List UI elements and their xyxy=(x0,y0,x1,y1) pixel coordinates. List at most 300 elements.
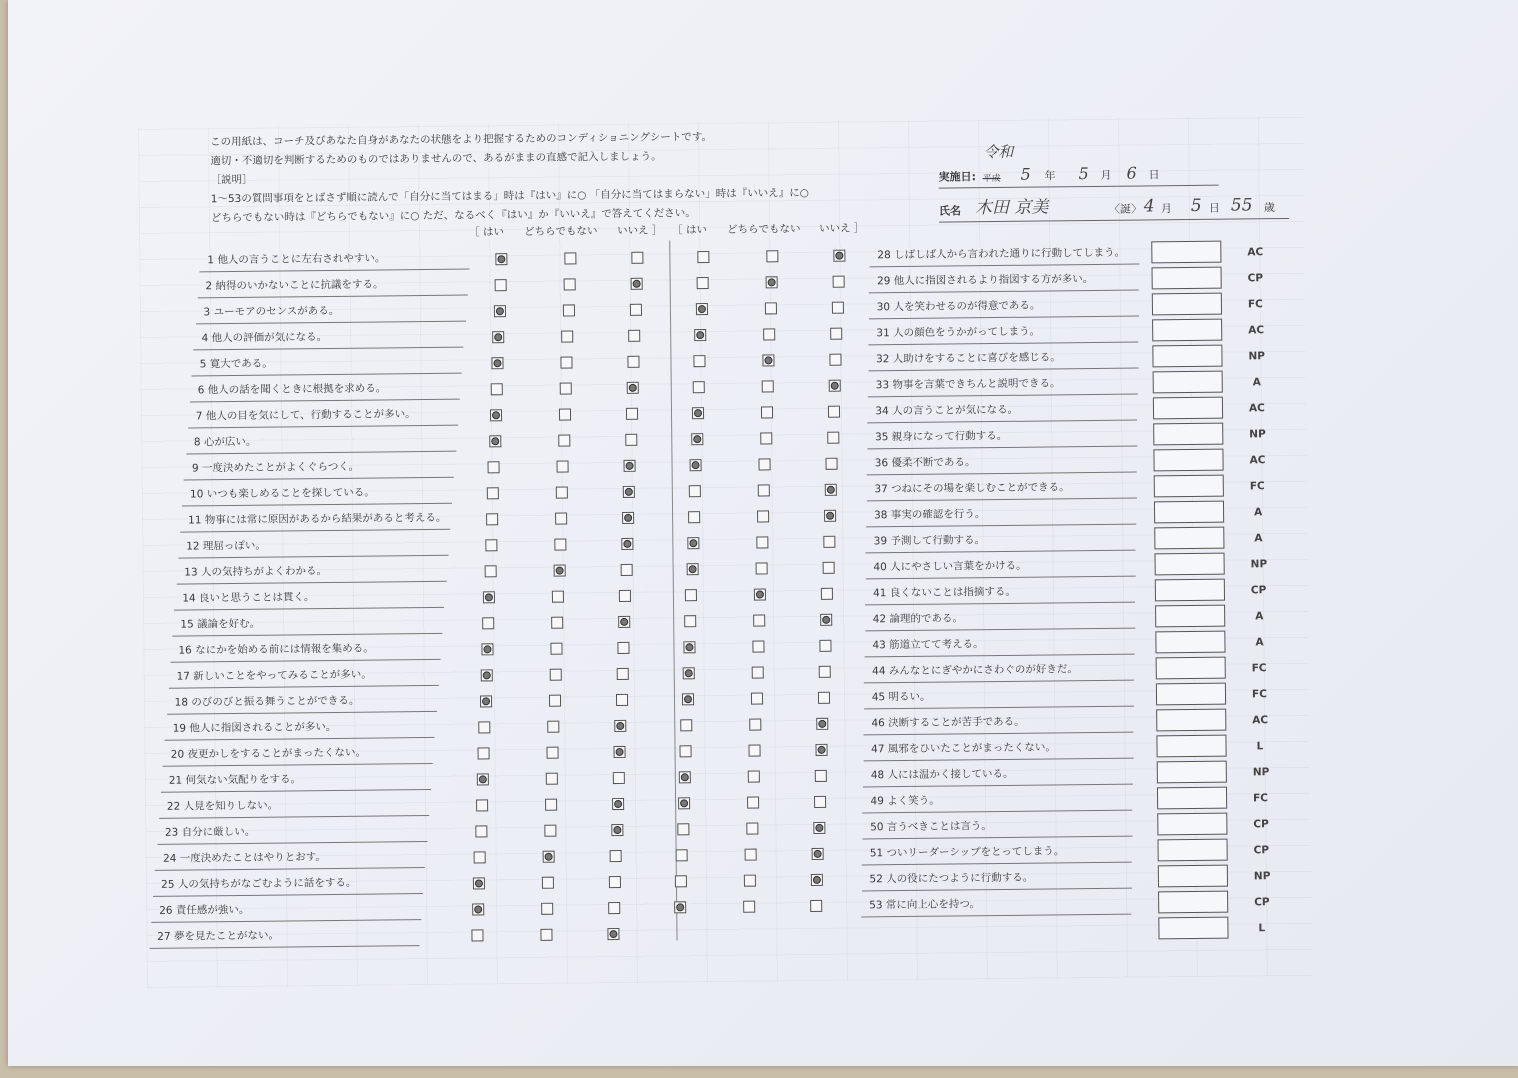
answer-checkbox[interactable] xyxy=(614,746,626,758)
instruction-heading: ［説明］ xyxy=(210,173,253,187)
question-row xyxy=(186,427,456,455)
answer-checkbox[interactable] xyxy=(551,617,563,629)
instruction-line-3: 1～53の質問事項をとばさず順に読んで「自分に当てはまる」時は『はい』に○ 「自分に当てはまらない」時は『いいえ』に○ xyxy=(210,186,809,206)
answer-checkbox[interactable] xyxy=(760,432,772,444)
answer-checkbox[interactable] xyxy=(609,876,621,888)
answer-checkbox[interactable] xyxy=(545,799,557,811)
answer-checkbox[interactable] xyxy=(693,381,705,393)
answer-checkbox[interactable] xyxy=(547,747,559,759)
score-box[interactable] xyxy=(1153,371,1223,394)
answer-checkbox[interactable] xyxy=(487,487,499,499)
answer-checkbox[interactable] xyxy=(824,510,836,522)
question-row xyxy=(174,583,444,611)
score-box[interactable] xyxy=(1157,813,1227,836)
answer-checkbox[interactable] xyxy=(560,382,572,394)
answer-checkbox[interactable] xyxy=(471,929,483,941)
answer-checkbox[interactable] xyxy=(616,694,628,706)
answer-checkbox[interactable] xyxy=(546,773,558,785)
answer-checkbox[interactable] xyxy=(750,719,762,731)
answer-checkbox[interactable] xyxy=(631,252,643,264)
score-box[interactable] xyxy=(1155,553,1225,576)
answer-checkbox[interactable] xyxy=(761,406,773,418)
header-no-1: いいえ ］ xyxy=(617,224,663,237)
answer-checkbox[interactable] xyxy=(820,614,832,626)
answer-checkbox[interactable] xyxy=(485,539,497,551)
date-line xyxy=(938,163,1218,189)
answer-checkbox[interactable] xyxy=(753,614,765,626)
answer-checkbox[interactable] xyxy=(680,745,692,757)
answer-checkbox[interactable] xyxy=(562,304,574,316)
answer-checkbox[interactable] xyxy=(815,770,827,782)
answer-checkbox[interactable] xyxy=(746,823,758,835)
answer-checkbox[interactable] xyxy=(762,380,774,392)
instructions xyxy=(210,127,809,228)
answer-checkbox[interactable] xyxy=(626,408,638,420)
answer-checkbox[interactable] xyxy=(541,903,553,915)
answer-checkbox[interactable] xyxy=(616,668,628,680)
score-box[interactable] xyxy=(1154,475,1224,498)
answer-checkbox[interactable] xyxy=(493,331,505,343)
score-box[interactable] xyxy=(1157,787,1227,810)
score-box[interactable] xyxy=(1155,605,1225,628)
answer-checkbox[interactable] xyxy=(486,513,498,525)
question-row xyxy=(153,869,423,897)
answer-checkbox[interactable] xyxy=(615,720,627,732)
answer-checkbox[interactable] xyxy=(765,276,777,288)
header-yes-2: ［ はい xyxy=(672,224,708,237)
question-row xyxy=(195,297,465,325)
answer-checkbox[interactable] xyxy=(818,666,830,678)
answer-checkbox[interactable] xyxy=(472,903,484,915)
answer-checkbox[interactable] xyxy=(819,640,831,652)
question-text: 8 心が広い。 xyxy=(193,435,257,449)
category-label: AC xyxy=(1249,454,1266,467)
answer-checkbox[interactable] xyxy=(488,461,500,473)
question-row xyxy=(197,271,467,299)
question-row xyxy=(182,479,452,507)
question-text: 41 良くないことは指摘する。 xyxy=(873,585,1016,600)
category-label: FC xyxy=(1253,792,1269,805)
category-label: A xyxy=(1255,610,1264,623)
category-label: CP xyxy=(1253,844,1270,857)
question-text: 16 なにかを始める前には情報を集める。 xyxy=(178,642,374,657)
answer-checkbox[interactable] xyxy=(814,796,826,808)
category-label: NP xyxy=(1248,350,1265,363)
category-label: FC xyxy=(1247,298,1263,311)
answer-checkbox[interactable] xyxy=(827,432,839,444)
answer-checkbox[interactable] xyxy=(544,825,556,837)
answer-checkbox[interactable] xyxy=(756,536,768,548)
answer-checkbox[interactable] xyxy=(831,302,843,314)
answer-checkbox[interactable] xyxy=(553,565,565,577)
question-row xyxy=(865,604,1135,632)
question-row xyxy=(193,323,463,351)
question-text: 33 物事を言葉できちんと説明できる。 xyxy=(875,377,1061,392)
category-label: NP xyxy=(1252,766,1270,779)
score-box[interactable] xyxy=(1156,683,1226,706)
question-text: 44 みんなとにぎやかにさわぐのが好きだ。 xyxy=(872,663,1078,678)
answer-checkbox[interactable] xyxy=(751,692,763,704)
answer-checkbox[interactable] xyxy=(828,406,840,418)
answer-checkbox[interactable] xyxy=(830,354,842,366)
question-text: 15 議論を好む。 xyxy=(180,617,261,631)
answer-checkbox[interactable] xyxy=(751,666,763,678)
answer-checkbox[interactable] xyxy=(630,278,642,290)
question-text: 50 言うべきことは言う。 xyxy=(870,820,992,834)
answer-checkbox[interactable] xyxy=(562,330,574,342)
question-row xyxy=(155,843,425,871)
month-label: 月 xyxy=(1100,168,1112,182)
question-text: 27 夢を見たことがない。 xyxy=(157,929,280,943)
question-row xyxy=(863,734,1133,762)
category-label: L xyxy=(1258,922,1266,935)
name-value: 木田 京美 xyxy=(974,197,1049,219)
answer-checkbox[interactable] xyxy=(542,877,554,889)
answer-checkbox[interactable] xyxy=(611,824,623,836)
question-row xyxy=(176,557,446,585)
question-text: 6 他人の話を聞くときに根拠を求める。 xyxy=(197,382,387,397)
answer-checkbox[interactable] xyxy=(627,382,639,394)
answer-checkbox[interactable] xyxy=(491,383,503,395)
answer-checkbox[interactable] xyxy=(624,460,636,472)
answer-checkbox[interactable] xyxy=(495,253,507,265)
answer-checkbox[interactable] xyxy=(607,928,619,940)
answer-checkbox[interactable] xyxy=(475,825,487,837)
answer-checkbox[interactable] xyxy=(831,328,843,340)
question-row xyxy=(861,864,1131,892)
question-row xyxy=(864,656,1134,684)
answer-checkbox[interactable] xyxy=(829,380,841,392)
answer-checkbox[interactable] xyxy=(493,305,505,317)
answer-checkbox[interactable] xyxy=(758,484,770,496)
answer-checkbox[interactable] xyxy=(478,747,490,759)
answer-checkbox[interactable] xyxy=(540,929,552,941)
answer-checkbox[interactable] xyxy=(763,354,775,366)
answer-checkbox[interactable] xyxy=(766,250,778,262)
category-label: NP xyxy=(1253,870,1271,883)
era-struck: 平成 xyxy=(982,173,1001,185)
answer-checkbox[interactable] xyxy=(696,277,708,289)
answer-checkbox[interactable] xyxy=(625,434,637,446)
answer-checkbox[interactable] xyxy=(685,589,697,601)
question-text: 13 人の気持ちがよくわかる。 xyxy=(184,565,328,579)
category-label: CP xyxy=(1250,584,1267,597)
question-row xyxy=(864,682,1134,710)
question-row xyxy=(188,401,458,429)
answer-checkbox[interactable] xyxy=(678,797,690,809)
question-row xyxy=(861,890,1131,918)
answer-checkbox[interactable] xyxy=(480,695,492,707)
question-row xyxy=(184,453,454,481)
category-label: FC xyxy=(1251,688,1267,701)
answer-checkbox[interactable] xyxy=(764,302,776,314)
answer-checkbox[interactable] xyxy=(692,407,704,419)
answer-checkbox[interactable] xyxy=(543,851,555,863)
score-box[interactable] xyxy=(1155,579,1225,602)
question-text: 21 何気ない気配りをする。 xyxy=(168,773,302,787)
score-box[interactable] xyxy=(1153,423,1223,446)
score-box[interactable] xyxy=(1154,527,1224,550)
category-label: A xyxy=(1254,532,1263,545)
answer-checkbox[interactable] xyxy=(619,590,631,602)
answer-checkbox[interactable] xyxy=(823,536,835,548)
score-box[interactable] xyxy=(1158,865,1228,888)
answer-checkbox[interactable] xyxy=(810,900,822,912)
answer-checkbox[interactable] xyxy=(681,719,693,731)
answer-checkbox[interactable] xyxy=(675,875,687,887)
implementation-date xyxy=(938,139,1218,185)
question-text: 5 寛大である。 xyxy=(199,357,273,371)
question-row xyxy=(867,448,1137,476)
answer-checkbox[interactable] xyxy=(683,641,695,653)
answer-checkbox[interactable] xyxy=(618,616,630,628)
question-row xyxy=(192,349,462,377)
score-box[interactable] xyxy=(1156,709,1226,732)
answer-checkbox[interactable] xyxy=(757,510,769,522)
category-label: AC xyxy=(1248,324,1265,337)
question-text: 35 親身になって行動する。 xyxy=(875,429,1008,444)
question-row xyxy=(165,713,435,741)
question-row xyxy=(170,635,440,663)
instruction-line-1: この用紙は、コーチ及びあなた自身があなたの状態をより把握するためのコンディショニングシートです。 xyxy=(210,130,713,149)
score-box[interactable] xyxy=(1151,241,1221,264)
question-text: 30 人を笑わせるのが得意である。 xyxy=(876,299,1041,314)
answer-checkbox[interactable] xyxy=(490,409,502,421)
question-text: 36 優柔不断である。 xyxy=(874,456,976,470)
answer-checkbox[interactable] xyxy=(617,642,629,654)
answer-checkbox[interactable] xyxy=(833,250,845,262)
question-row xyxy=(161,765,431,793)
question-text: 42 論理的である。 xyxy=(872,612,964,626)
answer-checkbox[interactable] xyxy=(811,874,823,886)
question-text: 1 他人の言うことに左右されやすい。 xyxy=(207,252,386,267)
answer-checkbox[interactable] xyxy=(690,459,702,471)
answer-checkbox[interactable] xyxy=(612,798,624,810)
answer-checkbox[interactable] xyxy=(697,251,709,263)
answer-checkbox[interactable] xyxy=(674,901,686,913)
answer-checkbox[interactable] xyxy=(474,851,486,863)
answer-checkbox[interactable] xyxy=(825,484,837,496)
answer-checkbox[interactable] xyxy=(682,667,694,679)
score-box[interactable] xyxy=(1158,917,1228,940)
score-box[interactable] xyxy=(1152,345,1222,368)
answer-checkbox[interactable] xyxy=(628,356,640,368)
question-row xyxy=(868,344,1138,372)
answer-checkbox[interactable] xyxy=(688,511,700,523)
answer-checkbox[interactable] xyxy=(613,772,625,784)
question-text: 51 ついリーダーシップをとってしまう。 xyxy=(869,845,1065,860)
category-label: L xyxy=(1256,740,1264,753)
question-row xyxy=(866,500,1136,528)
answer-checkbox[interactable] xyxy=(695,303,707,315)
score-box[interactable] xyxy=(1153,449,1223,472)
score-box[interactable] xyxy=(1154,501,1224,524)
question-text: 4 他人の評価が気になる。 xyxy=(201,331,328,345)
score-box[interactable] xyxy=(1156,657,1226,680)
question-row xyxy=(862,786,1132,814)
answer-checkbox[interactable] xyxy=(677,823,689,835)
answer-checkbox[interactable] xyxy=(749,745,761,757)
answer-checkbox[interactable] xyxy=(744,875,756,887)
answer-checkbox[interactable] xyxy=(832,276,844,288)
question-text: 23 自分に厳しい。 xyxy=(164,825,256,839)
answer-checkbox[interactable] xyxy=(557,461,569,473)
question-row xyxy=(865,552,1135,580)
question-row xyxy=(168,661,438,689)
era-handwritten: 令和 xyxy=(983,142,1014,162)
answer-checkbox[interactable] xyxy=(482,617,494,629)
answer-checkbox[interactable] xyxy=(473,877,485,889)
question-row xyxy=(869,266,1139,294)
answer-checkbox[interactable] xyxy=(623,486,635,498)
answer-checkbox[interactable] xyxy=(748,771,760,783)
answer-checkbox[interactable] xyxy=(764,328,776,340)
header-yes-1: ［ はい xyxy=(469,226,505,239)
answer-checkbox[interactable] xyxy=(743,901,755,913)
answer-checkbox[interactable] xyxy=(687,537,699,549)
question-text: 17 新しいことをやってみることが多い。 xyxy=(176,668,372,683)
answer-checkbox[interactable] xyxy=(549,695,561,707)
date-year: 5 xyxy=(1020,164,1031,184)
score-box[interactable] xyxy=(1153,397,1223,420)
question-text: 48 人には温かく接している。 xyxy=(870,767,1014,782)
year-label: 年 xyxy=(1044,169,1056,183)
category-label: AC xyxy=(1248,402,1265,415)
question-text: 18 のびのびと振る舞うことができる。 xyxy=(174,694,360,709)
category-label: FC xyxy=(1249,480,1265,493)
answer-checkbox[interactable] xyxy=(679,771,691,783)
answer-checkbox[interactable] xyxy=(691,433,703,445)
answer-checkbox[interactable] xyxy=(552,591,564,603)
answer-checkbox[interactable] xyxy=(554,539,566,551)
score-box[interactable] xyxy=(1152,267,1222,290)
score-box[interactable] xyxy=(1157,761,1227,784)
question-text: 38 事実の確認を行う。 xyxy=(874,508,986,522)
answer-checkbox[interactable] xyxy=(549,669,561,681)
answer-checkbox[interactable] xyxy=(494,279,506,291)
score-box[interactable] xyxy=(1155,631,1225,654)
answer-checkbox[interactable] xyxy=(747,797,759,809)
category-label: CP xyxy=(1254,896,1270,909)
day-label: 日 xyxy=(1148,168,1160,182)
answer-checkbox[interactable] xyxy=(813,822,825,834)
answer-checkbox[interactable] xyxy=(752,640,764,652)
question-text: 28 しばしば人から言われた通りに行動してしまう。 xyxy=(877,246,1126,262)
answer-checkbox[interactable] xyxy=(818,692,830,704)
answer-checkbox[interactable] xyxy=(564,252,576,264)
question-text: 52 人の役にたつように行動する。 xyxy=(869,871,1034,886)
age-label: 歳 xyxy=(1263,201,1275,215)
answer-checkbox[interactable] xyxy=(479,721,491,733)
question-row xyxy=(866,474,1136,502)
answer-checkbox[interactable] xyxy=(676,849,688,861)
answer-checkbox[interactable] xyxy=(754,588,766,600)
answer-checkbox[interactable] xyxy=(620,564,632,576)
answer-checkbox[interactable] xyxy=(686,563,698,575)
answer-checkbox[interactable] xyxy=(480,669,492,681)
answer-checkbox[interactable] xyxy=(684,615,696,627)
answer-checkbox[interactable] xyxy=(694,355,706,367)
question-row xyxy=(867,422,1137,450)
answer-checkbox[interactable] xyxy=(561,356,573,368)
answer-checkbox[interactable] xyxy=(481,643,493,655)
question-text: 32 人助けをすることに喜びを感じる。 xyxy=(875,351,1061,366)
category-label: NP xyxy=(1249,428,1266,441)
column-divider xyxy=(669,240,677,940)
question-row xyxy=(166,687,436,715)
answer-checkbox[interactable] xyxy=(484,565,496,577)
question-row xyxy=(149,921,419,949)
answer-checkbox[interactable] xyxy=(755,562,767,574)
score-box[interactable] xyxy=(1158,891,1228,914)
category-label: A xyxy=(1254,506,1263,519)
answer-checkbox[interactable] xyxy=(821,588,833,600)
answer-checkbox[interactable] xyxy=(629,304,641,316)
score-box[interactable] xyxy=(1152,319,1222,342)
answer-checkbox[interactable] xyxy=(745,849,757,861)
date-month: 5 xyxy=(1078,164,1089,184)
answer-checkbox[interactable] xyxy=(817,718,829,730)
answer-checkbox[interactable] xyxy=(610,850,622,862)
answer-checkbox[interactable] xyxy=(492,357,504,369)
question-text: 11 物事には常に原因があるから結果があると考える。 xyxy=(188,511,447,527)
answer-checkbox[interactable] xyxy=(489,435,501,447)
answer-checkbox[interactable] xyxy=(558,434,570,446)
answer-checkbox[interactable] xyxy=(555,513,567,525)
question-text: 14 良いと思うことは貫く。 xyxy=(182,591,315,605)
score-box[interactable] xyxy=(1152,293,1222,316)
score-box[interactable] xyxy=(1158,839,1228,862)
answer-checkbox[interactable] xyxy=(822,562,834,574)
answer-checkbox[interactable] xyxy=(682,693,694,705)
age-value: 55 xyxy=(1230,195,1253,216)
answer-checkbox[interactable] xyxy=(689,485,701,497)
question-row xyxy=(199,245,469,273)
answer-checkbox[interactable] xyxy=(812,848,824,860)
question-text: 22 人見を知りしない。 xyxy=(166,799,279,813)
score-box[interactable] xyxy=(1156,735,1226,758)
answer-checkbox[interactable] xyxy=(695,329,707,341)
answer-checkbox[interactable] xyxy=(548,721,560,733)
answer-checkbox[interactable] xyxy=(476,799,488,811)
answer-checkbox[interactable] xyxy=(477,773,489,785)
answer-checkbox[interactable] xyxy=(622,512,634,524)
question-text: 31 人の顔色をうかがってしまう。 xyxy=(876,325,1041,340)
question-text: 49 よく笑う。 xyxy=(870,794,940,808)
answer-checkbox[interactable] xyxy=(621,538,633,550)
answer-checkbox[interactable] xyxy=(759,458,771,470)
answer-checkbox[interactable] xyxy=(816,744,828,756)
category-label: NP xyxy=(1250,558,1268,571)
question-text: 7 他人の目を気にして、行動することが多い。 xyxy=(195,408,416,423)
answer-checkbox[interactable] xyxy=(826,458,838,470)
answer-checkbox[interactable] xyxy=(483,591,495,603)
question-row xyxy=(178,531,448,559)
answer-checkbox[interactable] xyxy=(559,408,571,420)
answer-checkbox[interactable] xyxy=(550,643,562,655)
question-text: 12 理屈っぽい。 xyxy=(186,539,266,553)
question-row xyxy=(180,505,450,533)
answer-checkbox[interactable] xyxy=(629,330,641,342)
category-label: FC xyxy=(1251,662,1267,675)
question-text: 29 他人に指図されるより指図する方が多い。 xyxy=(876,273,1094,288)
category-label: AC xyxy=(1247,246,1264,259)
birth-month: 4 xyxy=(1143,196,1155,217)
answer-checkbox[interactable] xyxy=(608,902,620,914)
question-row xyxy=(862,838,1132,866)
answer-checkbox[interactable] xyxy=(556,487,568,499)
answer-checkbox[interactable] xyxy=(563,278,575,290)
